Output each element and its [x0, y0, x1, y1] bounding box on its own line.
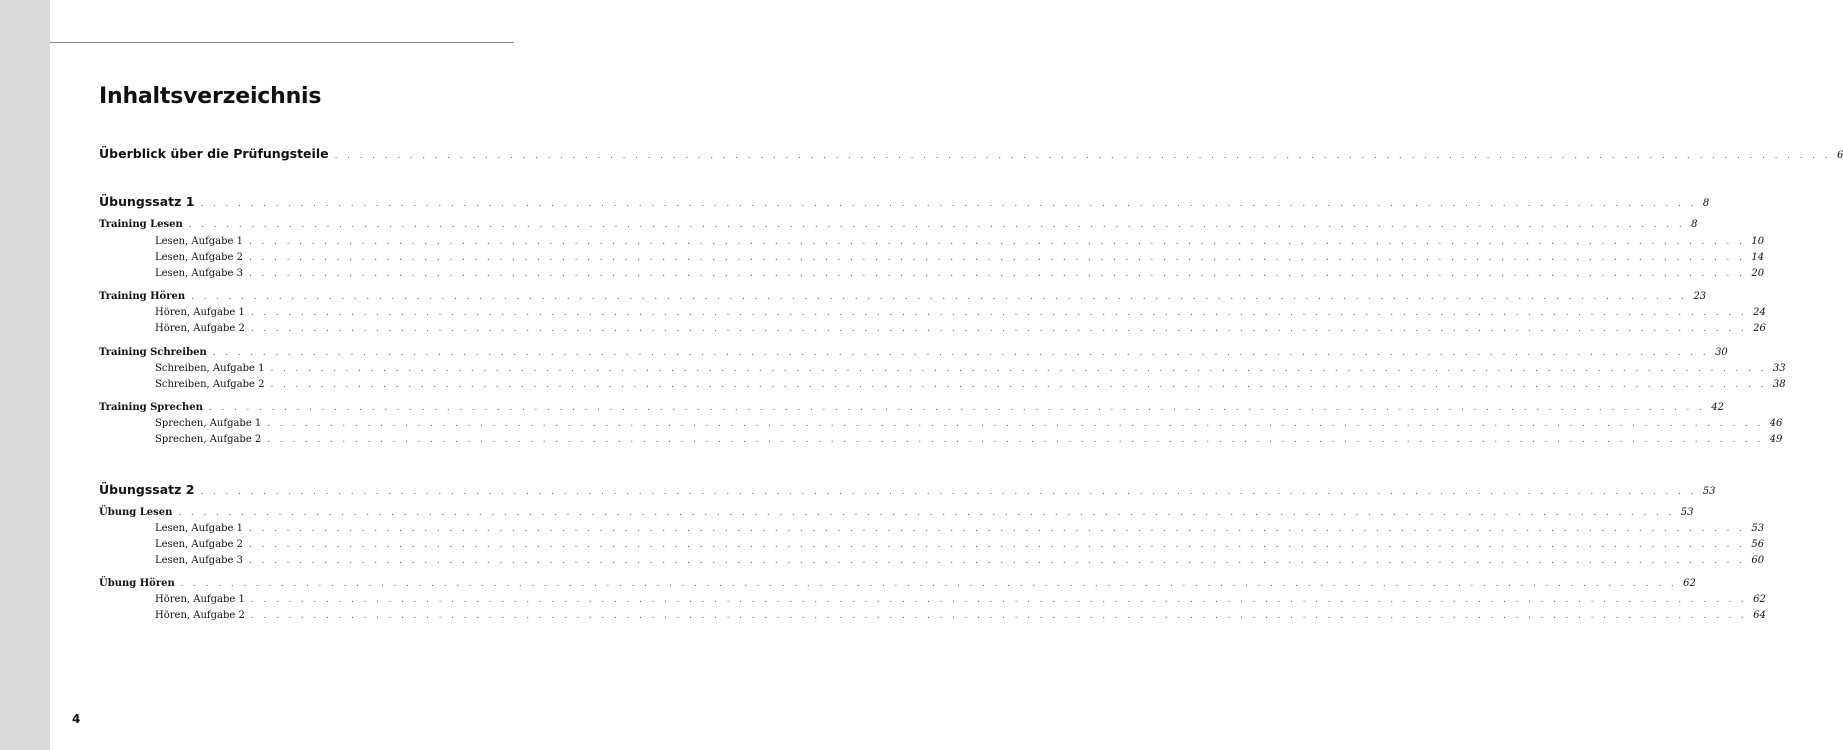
dot-leader: . . . . . . . . . . . . . . . . . . . . . . . . . . . . . . . . . . . . . . . . . . . . . . . . . . . . . . . . . . . . . . . . . . . . . . . . . . . . . . . . . . . . . . . . . . . . . . . . . . . . . . . . . . . . . . . . . . . . . . . . — [191, 292, 1688, 302]
toc-entry-page: 14 — [1751, 252, 1765, 263]
toc-entry-label: Lesen, Aufgabe 3 — [155, 268, 243, 279]
toc-entry — [99, 507, 1694, 523]
toc-entry-label: Übung Lesen — [99, 507, 173, 518]
toc-entry-page: 8 — [1702, 198, 1710, 209]
toc-entry-page: 23 — [1693, 291, 1707, 302]
toc-entry-page: 26 — [1753, 323, 1766, 334]
toc-entry — [99, 323, 1766, 339]
toc-entry-label: Übung Hören — [99, 578, 175, 589]
toc-entry-label: Überblick über die Prüfungsteile — [99, 146, 329, 161]
dot-leader: . . . . . . . . . . . . . . . . . . . . . . . . . . . . . . . . . . . . . . . . . . . . . . . . . . . . . . . . . . . . . . . . . . . . . . . . . . . . . . . . . . . . . . . . . . . . . . . . . . . . . . . . . . . . . . . . . . . . . . . . — [270, 364, 1767, 374]
toc-entry — [99, 268, 1765, 284]
dot-leader: . . . . . . . . . . . . . . . . . . . . . . . . . . . . . . . . . . . . . . . . . . . . . . . . . . . . . . . . . . . . . . . . . . . . . . . . . . . . . . . . . . . . . . . . . . . . . . . . . . . . . . . . . . . . . . . . . . . . . . . . — [249, 556, 1746, 566]
toc-entry-page: 24 — [1753, 307, 1766, 318]
toc-entry-label: Training Lesen — [99, 219, 183, 230]
dot-leader: . . . . . . . . . . . . . . . . . . . . . . . . . . . . . . . . . . . . . . . . . . . . . . . . . . . . . . . . . . . . . . . . . . . . . . . . . . . . . . . . . . . . . . . . . . . . . . . . . . . . . . . . . . . . . . . . . . . . . . . . — [178, 508, 1675, 518]
toc-entry-page: 42 — [1711, 402, 1724, 413]
toc-entry-page: 53 — [1702, 486, 1716, 497]
toc-entry — [99, 291, 1707, 307]
toc-entry-page: 8 — [1691, 219, 1698, 230]
toc-entry-page: 33 — [1772, 363, 1786, 374]
toc-entry-label: Training Sprechen — [99, 402, 203, 413]
toc-entry-label: Sprechen, Aufgabe 2 — [155, 434, 262, 445]
toc-entry-label: Lesen, Aufgabe 1 — [155, 236, 243, 247]
toc-entry-page: 62 — [1683, 578, 1696, 589]
dot-leader: . . . . . . . . . . . . . . . . . . . . . . . . . . . . . . . . . . . . . . . . . . . . . . . . . . . . . . . . . . . . . . . . . . . . . . . . . . . . . . . . . . . . . . . . . . . . . . . . . . . . . . . . . . . . . . . . . . . . . . . . — [249, 269, 1746, 279]
toc-entry-page: 60 — [1751, 555, 1765, 566]
toc-entry — [99, 146, 1843, 162]
toc-entry-label: Lesen, Aufgabe 2 — [155, 252, 243, 263]
toc-entry — [99, 482, 1716, 498]
dot-leader: . . . . . . . . . . . . . . . . . . . . . . . . . . . . . . . . . . . . . . . . . . . . . . . . . . . . . . . . . . . . . . . . . . . . . . . . . . . . . . . . . . . . . . . . . . . . . . . . . . . . . . . . . . . . . . . . . . . . . . . . — [249, 237, 1746, 247]
toc-entry — [99, 539, 1765, 555]
toc-entry — [99, 252, 1765, 268]
toc-entry — [99, 219, 1698, 235]
toc-entry-page: 46 — [1769, 418, 1783, 429]
dot-leader: . . . . . . . . . . . . . . . . . . . . . . . . . . . . . . . . . . . . . . . . . . . . . . . . . . . . . . . . . . . . . . . . . . . . . . . . . . . . . . . . . . . . . . . . . . . . . . . . . . . . . . . . . . . . . . . . . . . . . . . . — [250, 611, 1748, 621]
dot-leader: . . . . . . . . . . . . . . . . . . . . . . . . . . . . . . . . . . . . . . . . . . . . . . . . . . . . . . . . . . . . . . . . . . . . . . . . . . . . . . . . . . . . . . . . . . . . . . . . . . . . . . . . . . . . . . . . . . . . . . . . — [180, 579, 1678, 589]
toc-entry — [99, 194, 1710, 210]
toc-entry-page: 10 — [1751, 236, 1765, 247]
dot-leader: . . . . . . . . . . . . . . . . . . . . . . . . . . . . . . . . . . . . . . . . . . . . . . . . . . . . . . . . . . . . . . . . . . . . . . . . . . . . . . . . . . . . . . . . . . . . . . . . . . . . . . . . . . . . . . . . . . . . . . . . — [267, 435, 1764, 445]
page-title: Inhaltsverzeichnis — [99, 84, 322, 109]
toc-entry — [99, 523, 1765, 539]
toc-entry — [99, 236, 1765, 252]
toc-entry — [99, 610, 1766, 626]
toc-entry-label: Übungssatz 2 — [99, 482, 195, 497]
header-rule — [50, 42, 514, 43]
toc-entry-page: 53 — [1680, 507, 1694, 518]
toc-entry-label: Training Hören — [99, 291, 186, 302]
dot-leader: . . . . . . . . . . . . . . . . . . . . . . . . . . . . . . . . . . . . . . . . . . . . . . . . . . . . . . . . . . . . . . . . . . . . . . . . . . . . . . . . . . . . . . . . . . . . . . . . . . . . . . . . . . . . . . . . . . . . . . . . — [212, 348, 1710, 358]
toc-entry-label: Lesen, Aufgabe 3 — [155, 555, 243, 566]
dot-leader: . . . . . . . . . . . . . . . . . . . . . . . . . . . . . . . . . . . . . . . . . . . . . . . . . . . . . . . . . . . . . . . . . . . . . . . . . . . . . . . . . . . . . . . . . . . . . . . . . . . . . . . . . . . . . . . . . . . . . . . . — [249, 540, 1746, 550]
toc-entry-page: 53 — [1751, 523, 1765, 534]
page-number: 4 — [72, 712, 81, 726]
toc-entry — [99, 555, 1765, 571]
toc-entry-page: 30 — [1715, 347, 1728, 358]
toc-entry-page: 6 — [1836, 150, 1843, 161]
toc-entry-label: Schreiben, Aufgabe 1 — [155, 363, 265, 374]
toc-entry-page: 20 — [1751, 268, 1765, 279]
dot-leader: . . . . . . . . . . . . . . . . . . . . . . . . . . . . . . . . . . . . . . . . . . . . . . . . . . . . . . . . . . . . . . . . . . . . . . . . . . . . . . . . . . . . . . . . . . . . . . . . . . . . . . . . . . . . . . . . . . . . . . . . — [267, 419, 1764, 429]
side-margin-band — [0, 0, 50, 750]
dot-leader: . . . . . . . . . . . . . . . . . . . . . . . . . . . . . . . . . . . . . . . . . . . . . . . . . . . . . . . . . . . . . . . . . . . . . . . . . . . . . . . . . . . . . . . . . . . . . . . . . . . . . . . . . . . . . . . . . . . . . . . . — [200, 487, 1697, 497]
toc-entry-page: 62 — [1753, 594, 1766, 605]
dot-leader: . . . . . . . . . . . . . . . . . . . . . . . . . . . . . . . . . . . . . . . . . . . . . . . . . . . . . . . . . . . . . . . . . . . . . . . . . . . . . . . . . . . . . . . . . . . . . . . . . . . . . . . . . . . . . . . . . . . . . . . . — [334, 151, 1831, 161]
dot-leader: . . . . . . . . . . . . . . . . . . . . . . . . . . . . . . . . . . . . . . . . . . . . . . . . . . . . . . . . . . . . . . . . . . . . . . . . . . . . . . . . . . . . . . . . . . . . . . . . . . . . . . . . . . . . . . . . . . . . . . . . — [200, 199, 1697, 209]
toc-entry-page: 64 — [1753, 610, 1766, 621]
dot-leader: . . . . . . . . . . . . . . . . . . . . . . . . . . . . . . . . . . . . . . . . . . . . . . . . . . . . . . . . . . . . . . . . . . . . . . . . . . . . . . . . . . . . . . . . . . . . . . . . . . . . . . . . . . . . . . . . . . . . . . . . — [250, 595, 1748, 605]
dot-leader: . . . . . . . . . . . . . . . . . . . . . . . . . . . . . . . . . . . . . . . . . . . . . . . . . . . . . . . . . . . . . . . . . . . . . . . . . . . . . . . . . . . . . . . . . . . . . . . . . . . . . . . . . . . . . . . . . . . . . . . . — [249, 253, 1746, 263]
toc-entry-label: Hören, Aufgabe 1 — [155, 594, 245, 605]
toc-entry-label: Lesen, Aufgabe 1 — [155, 523, 243, 534]
toc-entry — [99, 363, 1786, 379]
dot-leader: . . . . . . . . . . . . . . . . . . . . . . . . . . . . . . . . . . . . . . . . . . . . . . . . . . . . . . . . . . . . . . . . . . . . . . . . . . . . . . . . . . . . . . . . . . . . . . . . . . . . . . . . . . . . . . . . . . . . . . . . — [250, 324, 1748, 334]
toc-entry-label: Lesen, Aufgabe 2 — [155, 539, 243, 550]
toc-entry — [99, 418, 1783, 434]
toc-entry-label: Schreiben, Aufgabe 2 — [155, 379, 265, 390]
dot-leader: . . . . . . . . . . . . . . . . . . . . . . . . . . . . . . . . . . . . . . . . . . . . . . . . . . . . . . . . . . . . . . . . . . . . . . . . . . . . . . . . . . . . . . . . . . . . . . . . . . . . . . . . . . . . . . . . . . . . . . . . — [249, 524, 1746, 534]
dot-leader: . . . . . . . . . . . . . . . . . . . . . . . . . . . . . . . . . . . . . . . . . . . . . . . . . . . . . . . . . . . . . . . . . . . . . . . . . . . . . . . . . . . . . . . . . . . . . . . . . . . . . . . . . . . . . . . . . . . . . . . . — [188, 220, 1686, 230]
toc-entry-label: Sprechen, Aufgabe 1 — [155, 418, 262, 429]
dot-leader: . . . . . . . . . . . . . . . . . . . . . . . . . . . . . . . . . . . . . . . . . . . . . . . . . . . . . . . . . . . . . . . . . . . . . . . . . . . . . . . . . . . . . . . . . . . . . . . . . . . . . . . . . . . . . . . . . . . . . . . . — [208, 403, 1706, 413]
toc-entry — [99, 434, 1783, 450]
toc-entry-label: Training Schreiben — [99, 347, 207, 358]
toc-entry — [99, 379, 1786, 395]
toc-entry-label: Hören, Aufgabe 1 — [155, 307, 245, 318]
toc-entry — [99, 307, 1766, 323]
toc-entry-label: Hören, Aufgabe 2 — [155, 610, 245, 621]
toc-entry — [99, 402, 1724, 418]
toc-entry — [99, 594, 1766, 610]
toc-entry-label: Hören, Aufgabe 2 — [155, 323, 245, 334]
toc-entry-label: Übungssatz 1 — [99, 194, 195, 209]
toc-entry-page: 38 — [1772, 379, 1786, 390]
toc-entry — [99, 347, 1728, 363]
dot-leader: . . . . . . . . . . . . . . . . . . . . . . . . . . . . . . . . . . . . . . . . . . . . . . . . . . . . . . . . . . . . . . . . . . . . . . . . . . . . . . . . . . . . . . . . . . . . . . . . . . . . . . . . . . . . . . . . . . . . . . . . — [270, 380, 1767, 390]
dot-leader: . . . . . . . . . . . . . . . . . . . . . . . . . . . . . . . . . . . . . . . . . . . . . . . . . . . . . . . . . . . . . . . . . . . . . . . . . . . . . . . . . . . . . . . . . . . . . . . . . . . . . . . . . . . . . . . . . . . . . . . . — [250, 308, 1748, 318]
toc-entry-page: 49 — [1769, 434, 1783, 445]
toc-entry — [99, 578, 1696, 594]
toc-entry-page: 56 — [1751, 539, 1765, 550]
